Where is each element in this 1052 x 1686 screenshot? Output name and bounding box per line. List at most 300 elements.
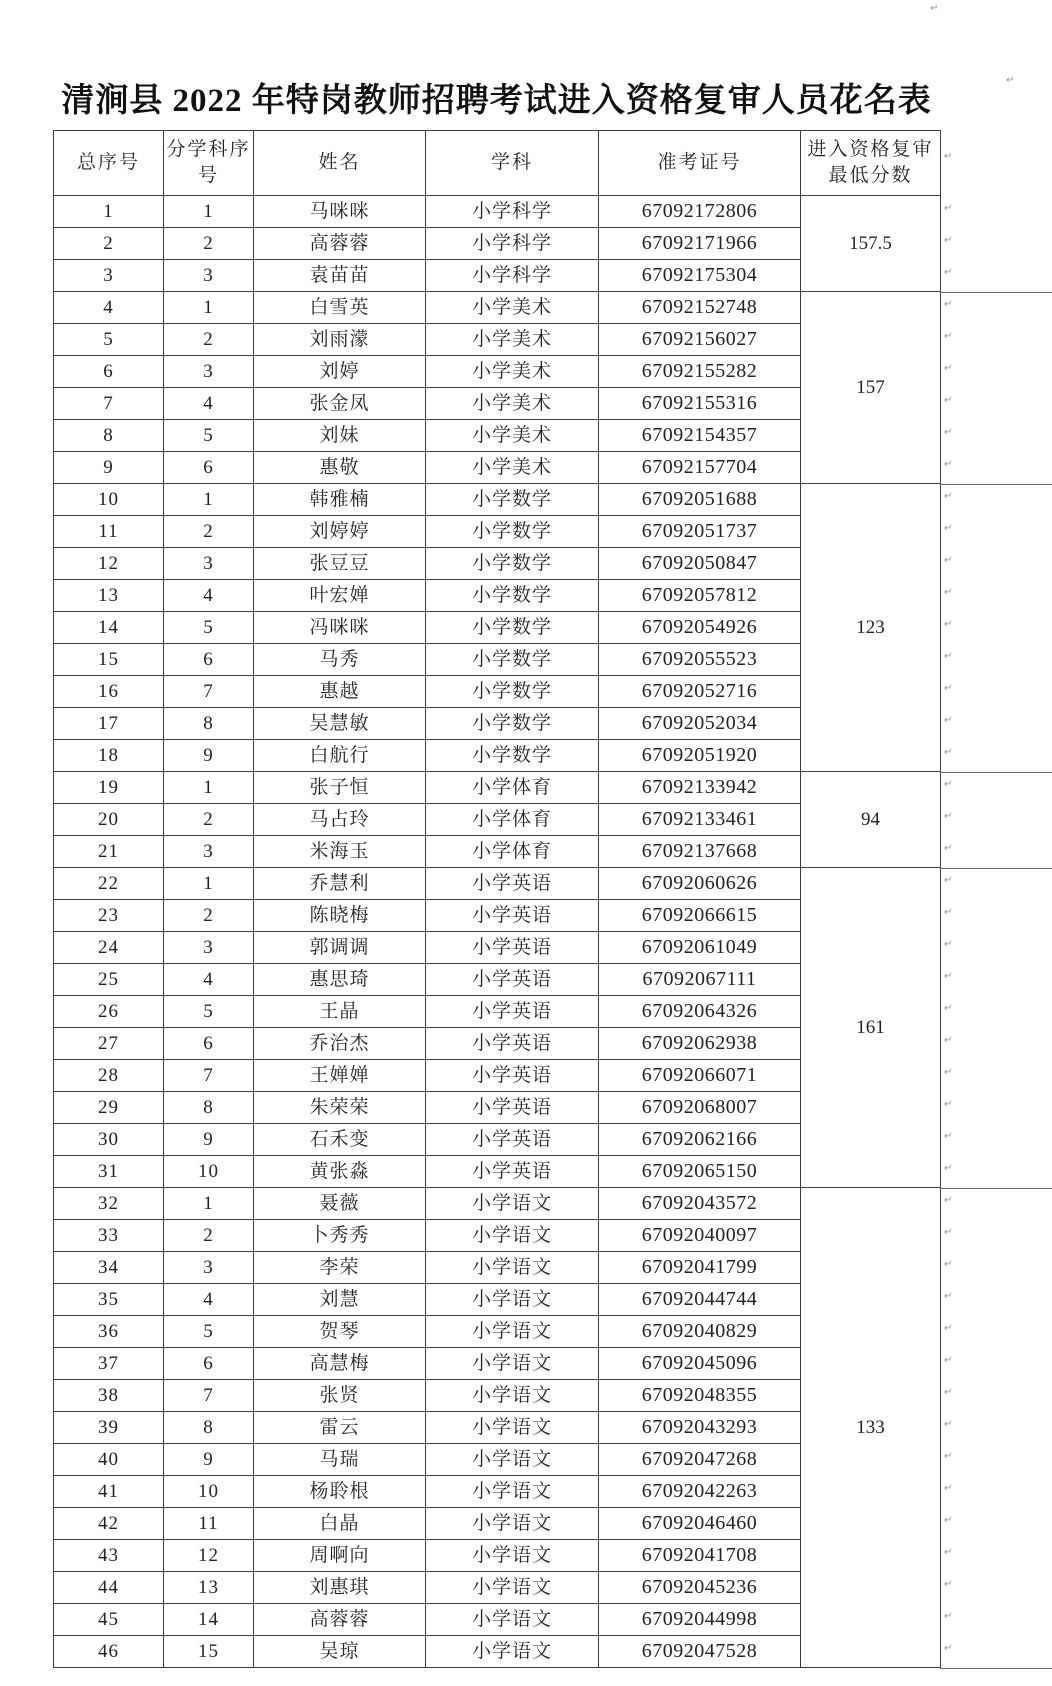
cell-subject-seq: 5	[164, 420, 254, 452]
cell-subject-seq: 2	[164, 516, 254, 548]
paragraph-return-mark: ↵	[944, 555, 953, 566]
cell-subject: 小学语文	[426, 1540, 599, 1572]
table-border-extension-line	[940, 292, 1052, 293]
cell-subject: 小学美术	[426, 452, 599, 484]
cell-subject: 小学语文	[426, 1284, 599, 1316]
cell-subject-seq: 8	[164, 708, 254, 740]
cell-name: 张豆豆	[254, 548, 426, 580]
cell-ticket-number: 67092054926	[599, 612, 801, 644]
cell-ticket-number: 67092172806	[599, 196, 801, 228]
cell-subject: 小学英语	[426, 996, 599, 1028]
cell-subject: 小学数学	[426, 708, 599, 740]
cell-subject-seq: 3	[164, 932, 254, 964]
cell-min-score: 157.5	[801, 196, 941, 292]
cell-subject-seq: 13	[164, 1572, 254, 1604]
table-row	[54, 484, 941, 516]
cell-name: 刘妹	[254, 420, 426, 452]
paragraph-return-mark: ↵	[930, 3, 939, 14]
cell-subject: 小学英语	[426, 1060, 599, 1092]
cell-ticket-number: 67092066071	[599, 1060, 801, 1092]
paragraph-return-mark: ↵	[944, 1579, 953, 1590]
cell-subject: 小学科学	[426, 260, 599, 292]
paragraph-return-mark: ↵	[944, 1259, 953, 1270]
cell-name: 马瑞	[254, 1444, 426, 1476]
page-title: 清涧县 2022 年特岗教师招聘考试进入资格复审人员花名表	[61, 83, 932, 119]
cell-seq: 12	[54, 548, 164, 580]
cell-name: 袁苗苗	[254, 260, 426, 292]
paragraph-return-mark: ↵	[944, 619, 953, 630]
cell-subject-seq: 8	[164, 1412, 254, 1444]
cell-subject-seq: 1	[164, 772, 254, 804]
paragraph-return-mark: ↵	[944, 1643, 953, 1654]
cell-ticket-number: 67092171966	[599, 228, 801, 260]
paragraph-return-mark: ↵	[944, 427, 953, 438]
cell-name: 马占玲	[254, 804, 426, 836]
cell-subject: 小学数学	[426, 580, 599, 612]
cell-seq: 27	[54, 1028, 164, 1060]
cell-seq: 10	[54, 484, 164, 516]
cell-subject: 小学英语	[426, 900, 599, 932]
cell-name: 高蓉蓉	[254, 228, 426, 260]
cell-subject-seq: 4	[164, 388, 254, 420]
paragraph-return-mark: ↵	[944, 1611, 953, 1622]
cell-subject-seq: 1	[164, 484, 254, 516]
cell-ticket-number: 67092051737	[599, 516, 801, 548]
cell-min-score: 133	[801, 1188, 941, 1668]
cell-seq: 8	[54, 420, 164, 452]
cell-subject-seq: 6	[164, 1348, 254, 1380]
cell-ticket-number: 67092133461	[599, 804, 801, 836]
cell-subject-seq: 2	[164, 1220, 254, 1252]
paragraph-return-mark: ↵	[944, 587, 953, 598]
cell-min-score: 157	[801, 292, 941, 484]
paragraph-return-mark: ↵	[944, 1003, 953, 1014]
cell-subject-seq: 11	[164, 1508, 254, 1540]
cell-seq: 30	[54, 1124, 164, 1156]
cell-subject: 小学英语	[426, 1156, 599, 1188]
cell-ticket-number: 67092052034	[599, 708, 801, 740]
cell-ticket-number: 67092045236	[599, 1572, 801, 1604]
paragraph-return-mark: ↵	[944, 843, 953, 854]
table-body	[54, 196, 941, 1668]
cell-subject-seq: 3	[164, 548, 254, 580]
cell-subject: 小学数学	[426, 644, 599, 676]
paragraph-return-mark: ↵	[944, 363, 953, 374]
cell-seq: 38	[54, 1380, 164, 1412]
paragraph-return-mark: ↵	[944, 1515, 953, 1526]
paragraph-return-mark: ↵	[944, 203, 953, 214]
cell-seq: 44	[54, 1572, 164, 1604]
header-min-score: 进入资格复审最低分数	[801, 131, 941, 196]
cell-subject: 小学数学	[426, 516, 599, 548]
cell-subject-seq: 2	[164, 324, 254, 356]
cell-subject-seq: 7	[164, 676, 254, 708]
cell-subject: 小学语文	[426, 1348, 599, 1380]
cell-ticket-number: 67092048355	[599, 1380, 801, 1412]
cell-name: 吴慧敏	[254, 708, 426, 740]
paragraph-return-mark: ↵	[944, 1451, 953, 1462]
cell-seq: 13	[54, 580, 164, 612]
paragraph-return-mark: ↵	[944, 491, 953, 502]
cell-subject-seq: 3	[164, 836, 254, 868]
cell-subject: 小学英语	[426, 932, 599, 964]
paragraph-return-mark: ↵	[944, 1291, 953, 1302]
cell-seq: 20	[54, 804, 164, 836]
cell-subject: 小学英语	[426, 1124, 599, 1156]
cell-name: 白航行	[254, 740, 426, 772]
cell-seq: 21	[54, 836, 164, 868]
cell-seq: 31	[54, 1156, 164, 1188]
cell-name: 高慧梅	[254, 1348, 426, 1380]
cell-subject: 小学语文	[426, 1508, 599, 1540]
cell-ticket-number: 67092044998	[599, 1604, 801, 1636]
cell-ticket-number: 67092051920	[599, 740, 801, 772]
paragraph-return-mark: ↵	[944, 151, 953, 162]
cell-name: 高蓉蓉	[254, 1604, 426, 1636]
cell-ticket-number: 67092067111	[599, 964, 801, 996]
cell-subject: 小学数学	[426, 548, 599, 580]
paragraph-return-mark: ↵	[944, 459, 953, 470]
cell-subject-seq: 10	[164, 1156, 254, 1188]
cell-ticket-number: 67092047268	[599, 1444, 801, 1476]
cell-name: 刘雨濛	[254, 324, 426, 356]
cell-seq: 37	[54, 1348, 164, 1380]
cell-seq: 41	[54, 1476, 164, 1508]
cell-seq: 40	[54, 1444, 164, 1476]
paragraph-return-mark: ↵	[1006, 75, 1015, 86]
cell-subject-seq: 3	[164, 1252, 254, 1284]
cell-name: 黄张淼	[254, 1156, 426, 1188]
cell-subject: 小学数学	[426, 676, 599, 708]
cell-name: 惠敬	[254, 452, 426, 484]
paragraph-return-mark: ↵	[944, 811, 953, 822]
cell-seq: 43	[54, 1540, 164, 1572]
cell-name: 张子恒	[254, 772, 426, 804]
cell-name: 贺琴	[254, 1316, 426, 1348]
cell-name: 马咪咪	[254, 196, 426, 228]
paragraph-return-mark: ↵	[944, 1547, 953, 1558]
cell-subject-seq: 9	[164, 1444, 254, 1476]
cell-subject-seq: 1	[164, 292, 254, 324]
paragraph-return-mark: ↵	[944, 1163, 953, 1174]
paragraph-return-mark: ↵	[944, 1483, 953, 1494]
cell-seq: 28	[54, 1060, 164, 1092]
cell-seq: 39	[54, 1412, 164, 1444]
cell-ticket-number: 67092040829	[599, 1316, 801, 1348]
cell-subject: 小学科学	[426, 196, 599, 228]
cell-subject: 小学语文	[426, 1444, 599, 1476]
cell-subject-seq: 2	[164, 228, 254, 260]
cell-seq: 18	[54, 740, 164, 772]
cell-ticket-number: 67092062938	[599, 1028, 801, 1060]
cell-seq: 46	[54, 1636, 164, 1668]
cell-seq: 32	[54, 1188, 164, 1220]
cell-seq: 33	[54, 1220, 164, 1252]
cell-seq: 14	[54, 612, 164, 644]
table-border-extension-line	[940, 868, 1052, 869]
paragraph-return-mark: ↵	[944, 1035, 953, 1046]
cell-subject-seq: 9	[164, 1124, 254, 1156]
cell-name: 吴琼	[254, 1636, 426, 1668]
cell-name: 张金凤	[254, 388, 426, 420]
cell-ticket-number: 67092044744	[599, 1284, 801, 1316]
header-name: 姓名	[254, 131, 426, 196]
cell-subject-seq: 14	[164, 1604, 254, 1636]
cell-ticket-number: 67092155316	[599, 388, 801, 420]
paragraph-return-mark: ↵	[944, 1099, 953, 1110]
cell-ticket-number: 67092062166	[599, 1124, 801, 1156]
cell-subject: 小学数学	[426, 740, 599, 772]
cell-name: 郭调调	[254, 932, 426, 964]
paragraph-return-mark: ↵	[944, 779, 953, 790]
cell-subject-seq: 6	[164, 452, 254, 484]
cell-ticket-number: 67092042263	[599, 1476, 801, 1508]
table-row	[54, 1188, 941, 1220]
paragraph-return-mark: ↵	[944, 395, 953, 406]
paragraph-return-mark: ↵	[944, 1067, 953, 1078]
cell-name: 马秀	[254, 644, 426, 676]
cell-subject: 小学英语	[426, 868, 599, 900]
cell-ticket-number: 67092052716	[599, 676, 801, 708]
cell-subject-seq: 1	[164, 196, 254, 228]
cell-min-score: 161	[801, 868, 941, 1188]
paragraph-return-mark: ↵	[944, 683, 953, 694]
cell-seq: 16	[54, 676, 164, 708]
cell-name: 白晶	[254, 1508, 426, 1540]
cell-name: 刘慧	[254, 1284, 426, 1316]
cell-min-score: 123	[801, 484, 941, 772]
cell-name: 卜秀秀	[254, 1220, 426, 1252]
cell-seq: 24	[54, 932, 164, 964]
cell-ticket-number: 67092060626	[599, 868, 801, 900]
cell-subject: 小学体育	[426, 804, 599, 836]
cell-subject: 小学语文	[426, 1412, 599, 1444]
table-border-extension-line	[940, 484, 1052, 485]
cell-subject-seq: 6	[164, 644, 254, 676]
header-seq: 总序号	[54, 131, 164, 196]
cell-ticket-number: 67092155282	[599, 356, 801, 388]
header-subject-seq: 分学科序号	[164, 131, 254, 196]
cell-subject-seq: 10	[164, 1476, 254, 1508]
cell-name: 石禾变	[254, 1124, 426, 1156]
cell-subject: 小学英语	[426, 1028, 599, 1060]
paragraph-return-mark: ↵	[944, 1355, 953, 1366]
cell-name: 米海玉	[254, 836, 426, 868]
cell-name: 惠越	[254, 676, 426, 708]
cell-ticket-number: 67092043293	[599, 1412, 801, 1444]
cell-subject-seq: 8	[164, 1092, 254, 1124]
cell-subject: 小学数学	[426, 612, 599, 644]
paragraph-return-mark: ↵	[944, 939, 953, 950]
cell-seq: 25	[54, 964, 164, 996]
cell-subject: 小学语文	[426, 1380, 599, 1412]
cell-ticket-number: 67092066615	[599, 900, 801, 932]
cell-subject-seq: 4	[164, 964, 254, 996]
cell-subject-seq: 5	[164, 1316, 254, 1348]
cell-name: 李荣	[254, 1252, 426, 1284]
cell-ticket-number: 67092047528	[599, 1636, 801, 1668]
paragraph-return-mark: ↵	[944, 1387, 953, 1398]
cell-subject-seq: 4	[164, 1284, 254, 1316]
cell-seq: 5	[54, 324, 164, 356]
cell-subject: 小学语文	[426, 1572, 599, 1604]
cell-min-score: 94	[801, 772, 941, 868]
cell-ticket-number: 67092050847	[599, 548, 801, 580]
table-border-extension-line	[940, 772, 1052, 773]
cell-name: 乔慧利	[254, 868, 426, 900]
table-header	[54, 131, 941, 196]
cell-name: 刘婷	[254, 356, 426, 388]
cell-subject: 小学美术	[426, 292, 599, 324]
paragraph-return-mark: ↵	[944, 331, 953, 342]
cell-subject: 小学语文	[426, 1476, 599, 1508]
table-row	[54, 196, 941, 228]
cell-subject: 小学体育	[426, 772, 599, 804]
paragraph-return-mark: ↵	[944, 747, 953, 758]
table-row	[54, 292, 941, 324]
cell-name: 白雪英	[254, 292, 426, 324]
cell-seq: 19	[54, 772, 164, 804]
cell-ticket-number: 67092175304	[599, 260, 801, 292]
cell-seq: 4	[54, 292, 164, 324]
cell-ticket-number: 67092156027	[599, 324, 801, 356]
cell-subject: 小学体育	[426, 836, 599, 868]
cell-name: 惠思琦	[254, 964, 426, 996]
cell-subject: 小学语文	[426, 1252, 599, 1284]
cell-subject: 小学英语	[426, 1092, 599, 1124]
paragraph-return-mark: ↵	[944, 299, 953, 310]
cell-subject-seq: 7	[164, 1060, 254, 1092]
cell-seq: 23	[54, 900, 164, 932]
table-border-extension-line	[940, 1668, 1052, 1669]
cell-seq: 15	[54, 644, 164, 676]
cell-seq: 22	[54, 868, 164, 900]
cell-seq: 35	[54, 1284, 164, 1316]
cell-ticket-number: 67092061049	[599, 932, 801, 964]
cell-ticket-number: 67092157704	[599, 452, 801, 484]
cell-seq: 3	[54, 260, 164, 292]
cell-subject-seq: 3	[164, 260, 254, 292]
paragraph-return-mark: ↵	[944, 1131, 953, 1142]
cell-subject-seq: 15	[164, 1636, 254, 1668]
header-ticket-number: 准考证号	[599, 131, 801, 196]
cell-subject: 小学美术	[426, 420, 599, 452]
paragraph-return-mark: ↵	[944, 1419, 953, 1430]
table-row	[54, 868, 941, 900]
cell-ticket-number: 67092040097	[599, 1220, 801, 1252]
paragraph-return-mark: ↵	[944, 875, 953, 886]
cell-seq: 36	[54, 1316, 164, 1348]
cell-ticket-number: 67092068007	[599, 1092, 801, 1124]
cell-seq: 26	[54, 996, 164, 1028]
cell-seq: 34	[54, 1252, 164, 1284]
cell-name: 张贤	[254, 1380, 426, 1412]
cell-ticket-number: 67092064326	[599, 996, 801, 1028]
paragraph-return-mark: ↵	[944, 235, 953, 246]
cell-subject-seq: 5	[164, 612, 254, 644]
cell-name: 乔治杰	[254, 1028, 426, 1060]
cell-ticket-number: 67092154357	[599, 420, 801, 452]
cell-name: 王婵婵	[254, 1060, 426, 1092]
paragraph-return-mark: ↵	[944, 1227, 953, 1238]
cell-ticket-number: 67092065150	[599, 1156, 801, 1188]
cell-subject: 小学数学	[426, 484, 599, 516]
cell-ticket-number: 67092152748	[599, 292, 801, 324]
cell-name: 周啊向	[254, 1540, 426, 1572]
cell-seq: 9	[54, 452, 164, 484]
cell-ticket-number: 67092043572	[599, 1188, 801, 1220]
cell-subject: 小学语文	[426, 1604, 599, 1636]
paragraph-return-mark: ↵	[944, 715, 953, 726]
cell-ticket-number: 67092137668	[599, 836, 801, 868]
cell-seq: 17	[54, 708, 164, 740]
cell-subject-seq: 2	[164, 900, 254, 932]
cell-ticket-number: 67092051688	[599, 484, 801, 516]
paragraph-return-mark: ↵	[944, 651, 953, 662]
cell-subject-seq: 5	[164, 996, 254, 1028]
cell-name: 冯咪咪	[254, 612, 426, 644]
cell-name: 王晶	[254, 996, 426, 1028]
cell-subject-seq: 2	[164, 804, 254, 836]
cell-ticket-number: 67092057812	[599, 580, 801, 612]
cell-subject-seq: 1	[164, 1188, 254, 1220]
cell-subject: 小学语文	[426, 1220, 599, 1252]
cell-ticket-number: 67092055523	[599, 644, 801, 676]
cell-name: 刘惠琪	[254, 1572, 426, 1604]
cell-seq: 42	[54, 1508, 164, 1540]
paragraph-return-mark: ↵	[944, 1323, 953, 1334]
cell-subject: 小学语文	[426, 1316, 599, 1348]
cell-seq: 2	[54, 228, 164, 260]
cell-ticket-number: 67092041799	[599, 1252, 801, 1284]
cell-ticket-number: 67092046460	[599, 1508, 801, 1540]
cell-seq: 45	[54, 1604, 164, 1636]
table-row	[54, 772, 941, 804]
cell-subject-seq: 12	[164, 1540, 254, 1572]
cell-subject-seq: 1	[164, 868, 254, 900]
cell-name: 叶宏婵	[254, 580, 426, 612]
paragraph-return-mark: ↵	[944, 907, 953, 918]
cell-name: 雷云	[254, 1412, 426, 1444]
cell-subject-seq: 7	[164, 1380, 254, 1412]
cell-name: 韩雅楠	[254, 484, 426, 516]
cell-subject: 小学英语	[426, 964, 599, 996]
cell-seq: 6	[54, 356, 164, 388]
paragraph-return-mark: ↵	[944, 1195, 953, 1206]
paragraph-return-mark: ↵	[944, 971, 953, 982]
roster-table	[53, 130, 941, 1668]
table-border-extension-line	[940, 1188, 1052, 1189]
cell-subject-seq: 3	[164, 356, 254, 388]
cell-subject-seq: 6	[164, 1028, 254, 1060]
cell-subject-seq: 9	[164, 740, 254, 772]
cell-name: 陈晓梅	[254, 900, 426, 932]
cell-name: 杨聆根	[254, 1476, 426, 1508]
cell-subject: 小学科学	[426, 228, 599, 260]
cell-ticket-number: 67092133942	[599, 772, 801, 804]
cell-subject: 小学语文	[426, 1636, 599, 1668]
cell-subject: 小学语文	[426, 1188, 599, 1220]
cell-name: 聂薇	[254, 1188, 426, 1220]
cell-ticket-number: 67092041708	[599, 1540, 801, 1572]
cell-seq: 7	[54, 388, 164, 420]
cell-seq: 1	[54, 196, 164, 228]
cell-name: 朱荣荣	[254, 1092, 426, 1124]
cell-subject: 小学美术	[426, 388, 599, 420]
cell-subject: 小学美术	[426, 356, 599, 388]
cell-seq: 11	[54, 516, 164, 548]
cell-seq: 29	[54, 1092, 164, 1124]
